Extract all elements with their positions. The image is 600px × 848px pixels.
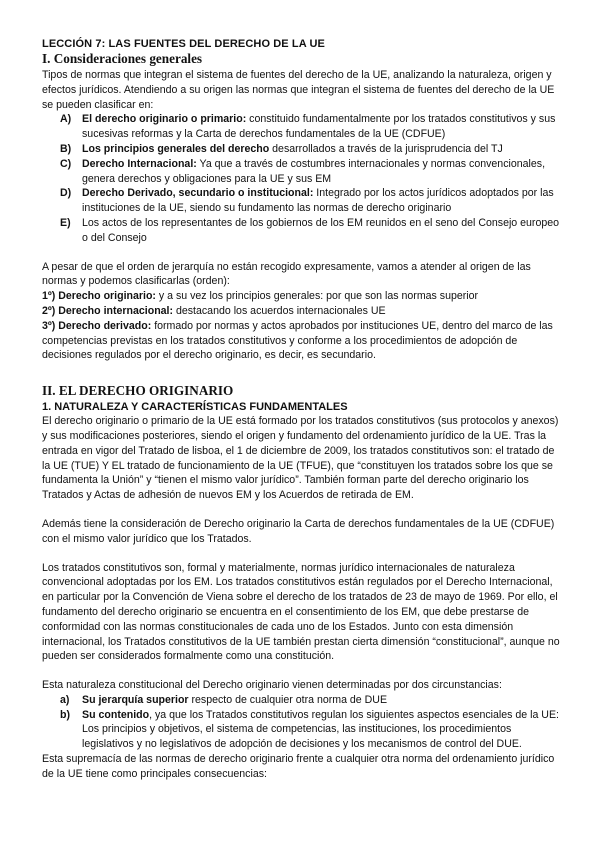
hierarchy-item: 3º) Derecho derivado: formado por normas y actos aprobados por instituciones UE, dentro del marco de las competencias previstas en los tratados constitutivos y conforme a los procedimientos de adopción de decisiones regulados por el derecho originario, es decir, es secundario.: [42, 319, 553, 362]
hierarchy-item: 1º) Derecho originario: y a su vez los principios generales: por que son las normas superior: [42, 290, 479, 303]
paragraph: Esta supremacía de las normas de derecho originario frente a cualquier otra norma del ordenamiento jurídico de la UE tiene como principales consecuencias:: [42, 753, 555, 780]
list-item: D) Derecho Derivado, secundario o institucional: Integrado por los actos jurídicos adoptados por las instituciones de la UE, siendo su fundamento las normas de derecho originario: [60, 187, 554, 215]
paragraph: Los tratados constitutivos son, formal y materialmente, normas jurídico internacionales de naturaleza convencional adoptadas por los EM. Los tratados constitutivos están regulados por el Derecho Internacional, en particular por la Convención de Viena sobre el derecho de los tratados de 23 de mayo de 1969. Por ello, el fundamento del derecho originario se encuentra en el consentimiento de los EM, que debe prestarse de conformidad con las normas constitucionales de cada uno de los Estados. Junto con esta dimensión internacional, los Tratados constitutivos de la UE también prestan cierta dimensión “constitucional”, aunque no pueden ser considerados formalmente como una constitución.: [42, 561, 560, 663]
section-1-heading: I. Consideraciones generales: [42, 51, 203, 66]
paragraph: El derecho originario o primario de la UE está formado por los tratados constitutivos (sus protocolos y anexos) y sus modificaciones posteriores, siendo el origen y fundamento del ordenamiento jurídico de la UE. Tras la entrada en vigor del Tratado de lisboa, el 1 de diciembre de 2009, los tratados constitutivos son: el tratado de la UE (TUE) Y EL tratado de funcionamiento de la UE (TFUE), que “constituyen los tratados sobre los que se fundamenta la Unión” y “tienen el mismo valor jurídico”. También forman parte del derecho originario los Tratados y Actas de adhesión de nuevos EM y los Acuerdos de retirada de EM.: [42, 415, 559, 502]
paragraph: Esta naturaleza constitucional del Derecho originario vienen determinadas por dos circunstancias:: [42, 679, 502, 692]
list-item: b) Su contenido, ya que los Tratados constitutivos regulan los siguientes aspectos esenciales de la UE: Los principios y objetivos, el sistema de competencias, las instituciones, los procedimientos legislativos y no legislativos de adopción de decisiones y los mecanismos de control del DUE.: [60, 708, 559, 751]
circumstances-list: [42, 693, 560, 752]
lesson-title: LECCIÓN 7: LAS FUENTES DEL DERECHO DE LA UE: [42, 38, 325, 50]
list-item: a) Su jerarquía superior respecto de cualquier otra norma de DUE: [60, 693, 388, 706]
section-2-subheading: 1. NATURALEZA Y CARACTERÍSTICAS FUNDAMENTALES: [42, 401, 348, 414]
document-page: [42, 38, 560, 782]
list-item: C) Derecho Internacional: Ya que a través de costumbres internacionales y normas convencionales, genera derechos y obligaciones para la UE y sus EM: [60, 157, 546, 185]
hierarchy-item: 2º) Derecho internacional: destacando los acuerdos internacionales UE: [42, 304, 386, 317]
list-item: A) El derecho originario o primario: constituido fundamentalmente por los tratados constitutivos y sus sucesivas reformas y la Carta de derechos fundamentales de la UE (CDFUE): [60, 113, 556, 141]
source-types-list: [42, 112, 560, 245]
hierarchy-intro: A pesar de que el orden de jerarquía no están recogido expresamente, vamos a atender al origen de las normas y podemos clasificarlas (orden):: [42, 260, 531, 288]
list-item: B) Los principios generales del derecho desarrollados a través de la jurisprudencia del TJ: [60, 142, 503, 155]
list-item: E) Los actos de los representantes de los gobiernos de los EM reunidos en el seno del Consejo europeo o del Consejo: [60, 216, 560, 244]
paragraph: Además tiene la consideración de Derecho originario la Carta de derechos fundamentales de la UE (CDFUE) con el mismo valor jurídico que los Tratados.: [42, 517, 555, 545]
section-2-heading: II. EL DERECHO ORIGINARIO: [42, 383, 234, 399]
section-1-intro: Tipos de normas que integran el sistema de fuentes del derecho de la UE, analizando la naturaleza, origen y efectos jurídicos. Atendiendo a su origen las normas que integran el sistema de fuentes del derecho de la UE se pueden clasificar en:: [42, 69, 555, 111]
